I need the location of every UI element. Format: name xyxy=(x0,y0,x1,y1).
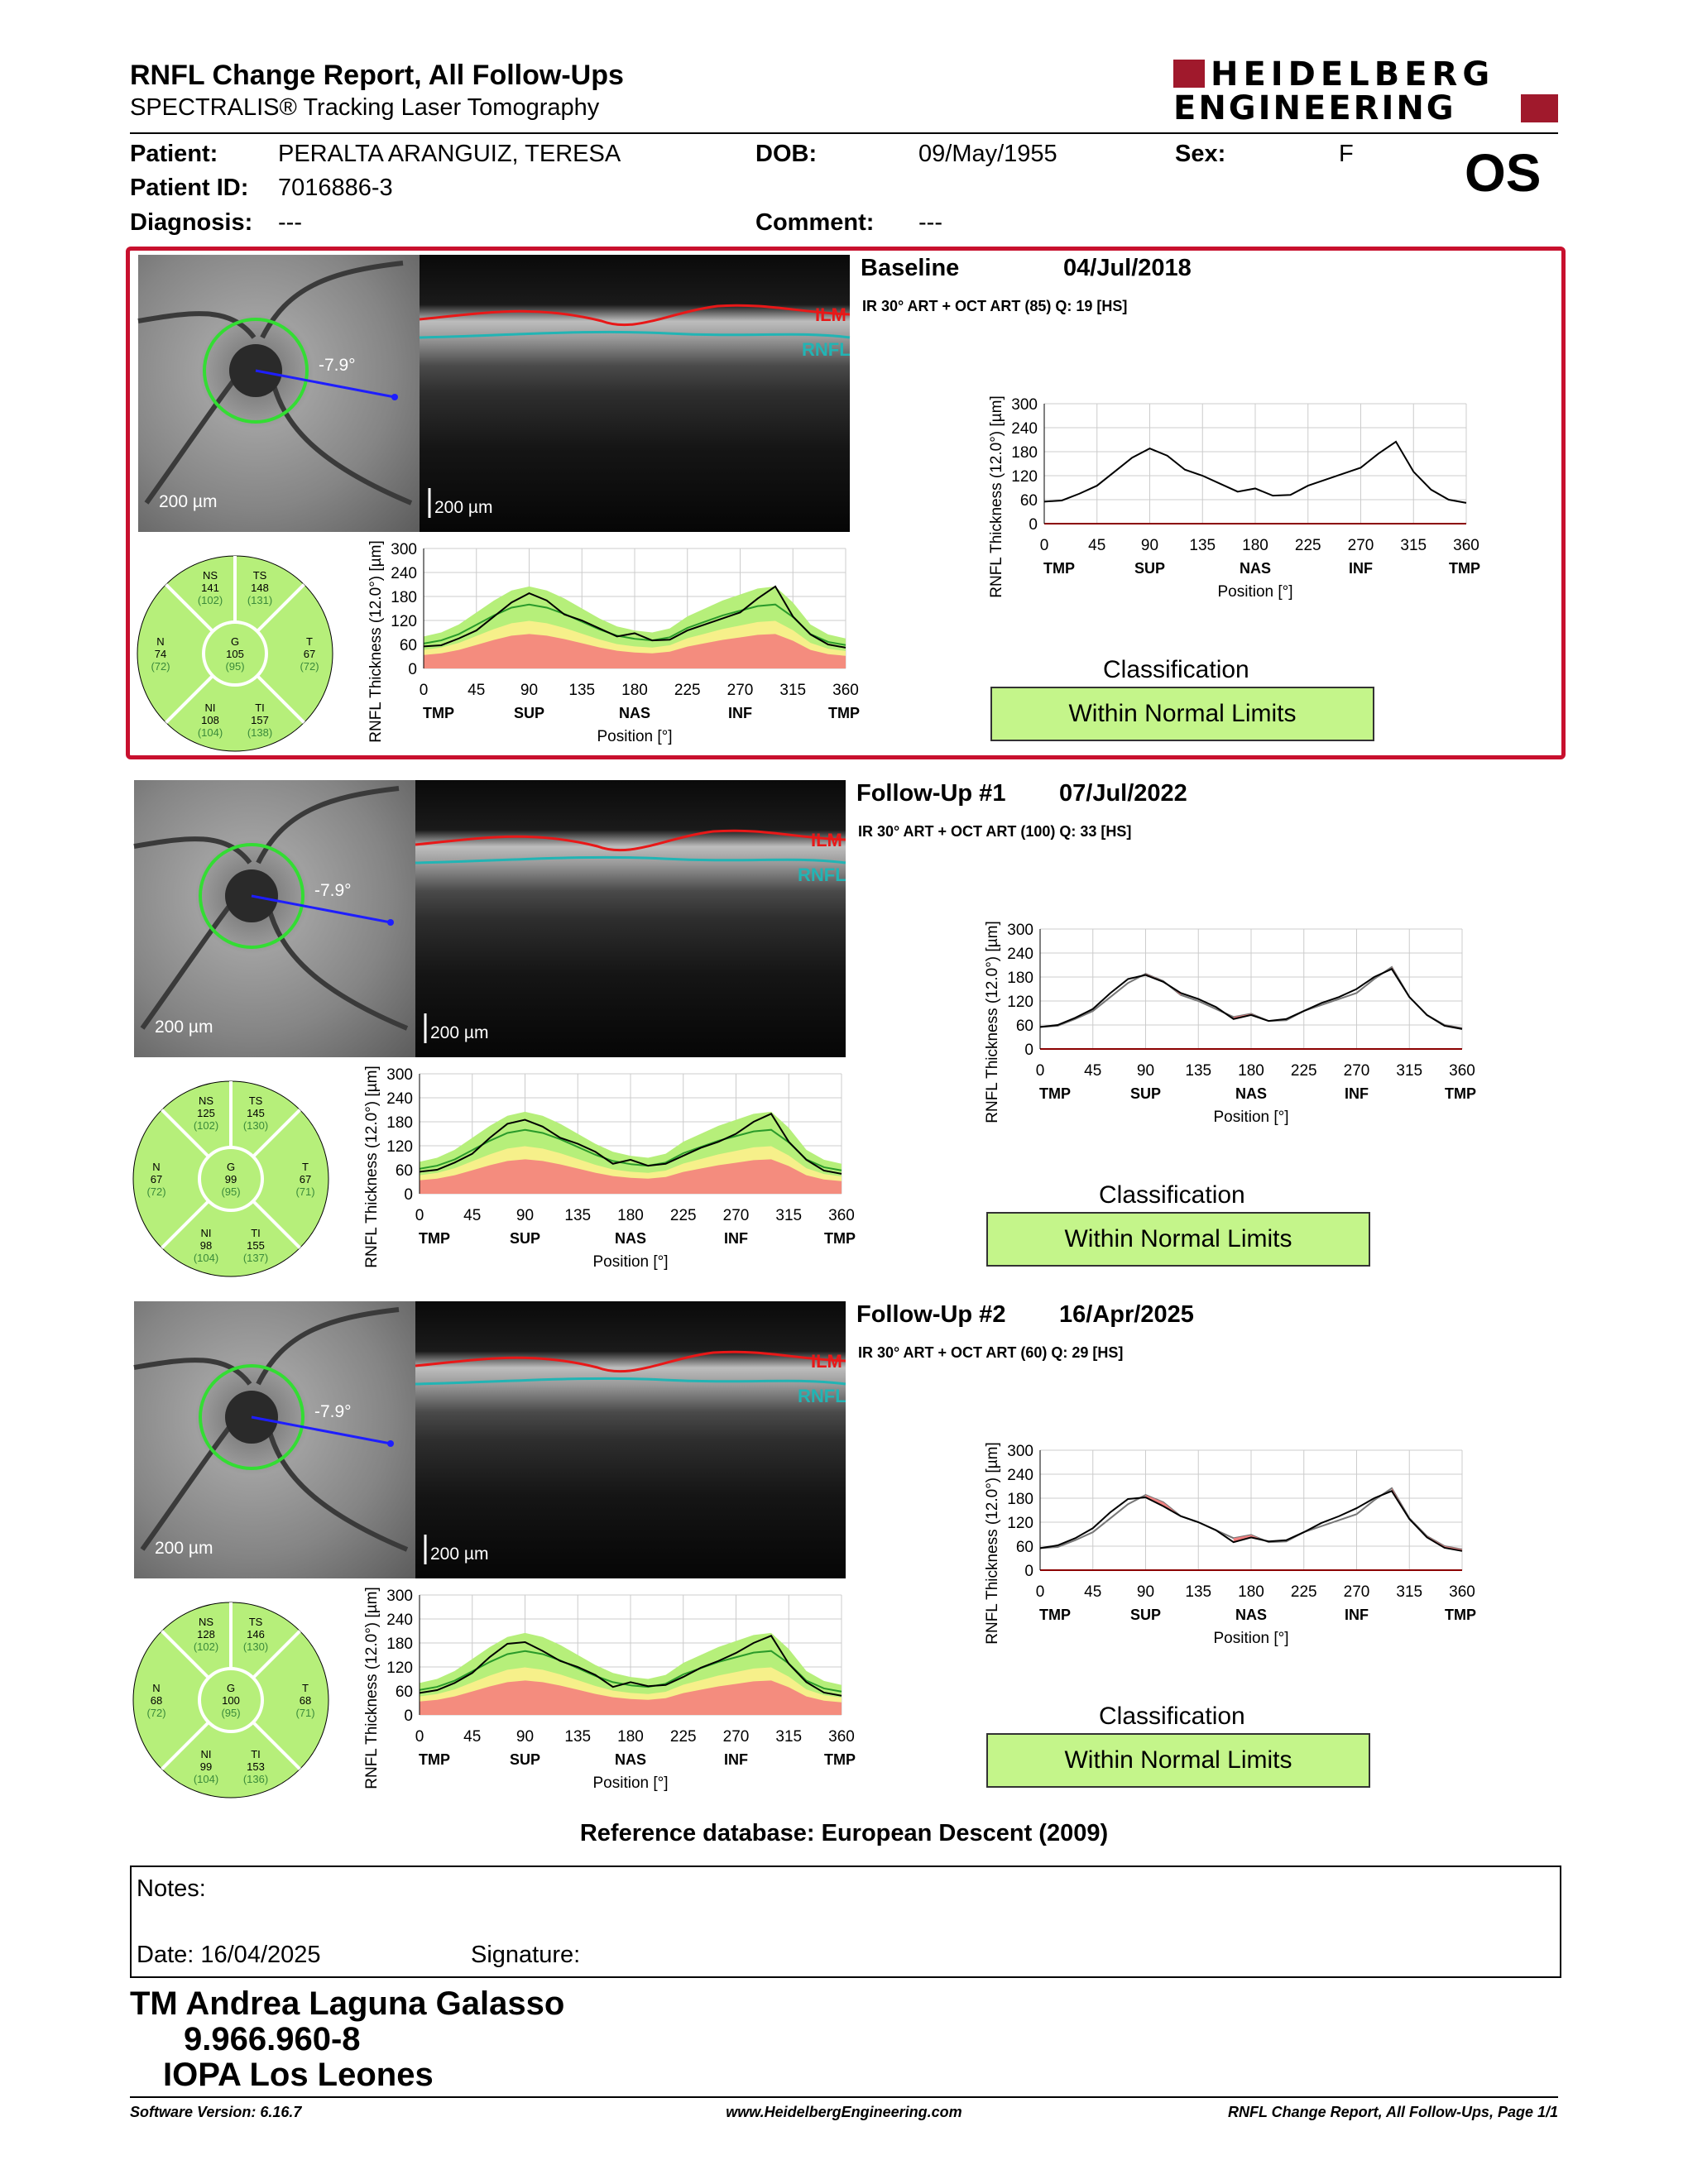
fundus-overlay xyxy=(134,1301,415,1578)
brand-line1: HEIDELBERG xyxy=(1211,55,1495,93)
x-tick-label: 0 xyxy=(1035,1062,1045,1080)
sector-ns-value: 141 xyxy=(201,582,219,594)
x-region-label: TMP xyxy=(1445,1607,1476,1623)
normative-thickness-chart xyxy=(337,540,860,764)
x-tick-label: 135 xyxy=(1185,1583,1212,1601)
y-tick-label: 120 xyxy=(1007,1515,1033,1532)
sex-label: Sex: xyxy=(1175,141,1226,167)
sector-ns-reference: (102) xyxy=(197,594,223,606)
comment-label: Comment: xyxy=(755,209,875,236)
exam-date: 07/Jul/2022 xyxy=(1059,780,1187,807)
sector-ti-label: TI xyxy=(251,1227,261,1239)
x-tick-label: 270 xyxy=(727,682,754,699)
sector-ni-label: NI xyxy=(200,1748,212,1760)
exam-panel-followup-1[interactable] xyxy=(126,776,1566,1289)
report-title: RNFL Change Report, All Follow-Ups xyxy=(130,60,624,91)
exam-scan-info: IR 30° ART + OCT ART (85) Q: 19 [HS] xyxy=(862,298,1128,314)
sector-ni-label: NI xyxy=(200,1227,212,1239)
sector-n-label: N xyxy=(156,635,165,648)
sector-ns-reference: (102) xyxy=(193,1640,219,1653)
x-tick-label: 135 xyxy=(1185,1062,1212,1080)
bscan-overlay xyxy=(420,255,850,532)
x-tick-label: 90 xyxy=(520,682,539,699)
x-tick-label: 315 xyxy=(775,1207,803,1224)
patient-id-label: Patient ID: xyxy=(130,175,249,201)
x-region-label: INF xyxy=(1345,1607,1369,1623)
sector-ts-reference: (131) xyxy=(247,594,273,606)
rnfl-line xyxy=(415,857,846,863)
x-axis-label: Position [°] xyxy=(1213,1630,1289,1647)
classification-result: Within Normal Limits xyxy=(986,1733,1370,1788)
fundus-overlay xyxy=(134,780,415,1057)
y-tick-label: 240 xyxy=(391,565,417,582)
x-tick-label: 45 xyxy=(463,1728,482,1746)
sector-ts-value: 146 xyxy=(247,1628,265,1640)
sector-ts-label: TS xyxy=(248,1094,263,1107)
sector-ns-value: 128 xyxy=(197,1628,215,1640)
y-tick-label: 180 xyxy=(1007,970,1033,987)
operator-name: TM Andrea Laguna Galasso xyxy=(130,1985,565,2022)
classification-label: Classification xyxy=(1099,1703,1245,1730)
sector-t-reference: (72) xyxy=(300,660,319,673)
sector-ti-reference: (138) xyxy=(247,726,273,739)
sector-ti-value: 153 xyxy=(247,1760,265,1773)
exam-date: 16/Apr/2025 xyxy=(1059,1301,1194,1328)
y-tick-label: 60 xyxy=(1015,1018,1033,1035)
classification-label: Classification xyxy=(1099,1181,1245,1209)
x-tick-label: 90 xyxy=(516,1207,535,1224)
fundus-scale-label: 200 µm xyxy=(159,492,218,511)
y-tick-label: 180 xyxy=(386,1114,413,1132)
sector-t-value: 68 xyxy=(299,1694,312,1707)
chart-grid xyxy=(1044,404,1466,524)
notes-box[interactable] xyxy=(130,1866,1561,1978)
oct-bscan-image xyxy=(415,780,846,1057)
x-tick-label: 315 xyxy=(1400,537,1427,554)
reference-database: Reference database: European Descent (2009) xyxy=(579,1820,1109,1846)
x-region-label: TMP xyxy=(419,1230,450,1247)
fundus-image xyxy=(138,255,420,532)
x-tick-label: 225 xyxy=(669,1207,697,1224)
comment-value: --- xyxy=(918,209,942,236)
x-region-label: NAS xyxy=(1235,1607,1268,1623)
sector-g-label: G xyxy=(226,1161,236,1173)
sector-ti-reference: (136) xyxy=(242,1773,269,1785)
sector-t-label: T xyxy=(306,635,313,648)
chart-grid xyxy=(1040,929,1462,1049)
ilm-line xyxy=(415,831,846,850)
x-tick-label: 180 xyxy=(1242,537,1268,554)
x-tick-label: 360 xyxy=(1453,537,1479,554)
sector-t-label: T xyxy=(302,1161,309,1173)
sector-chart-container xyxy=(130,1078,333,1281)
fundus-image xyxy=(134,780,415,1057)
bscan-overlay xyxy=(415,1301,846,1578)
x-region-label: TMP xyxy=(1445,1085,1476,1102)
x-tick-label: 0 xyxy=(415,1207,424,1224)
sector-g-reference: (95) xyxy=(225,660,245,673)
y-axis-label: RNFL Thickness (12.0°) [µm] xyxy=(988,395,1005,598)
notes-label: Notes: xyxy=(137,1875,206,1902)
oct-bscan-image xyxy=(420,255,850,532)
change-thickness-chart xyxy=(924,383,1480,615)
y-tick-label: 180 xyxy=(1007,1491,1033,1508)
x-region-label: TMP xyxy=(828,705,860,721)
fovea-marker xyxy=(387,919,394,926)
sector-g-value: 99 xyxy=(224,1173,237,1185)
sector-ns-label: NS xyxy=(202,569,218,582)
y-tick-label: 60 xyxy=(1019,492,1038,510)
change-thickness-chart xyxy=(920,908,1476,1140)
y-tick-label: 0 xyxy=(404,1186,413,1204)
y-tick-label: 300 xyxy=(1011,396,1038,414)
x-region-label: NAS xyxy=(614,1751,647,1768)
sector-chart-container xyxy=(130,1599,333,1802)
sector-ts-value: 148 xyxy=(251,582,269,594)
x-tick-label: 45 xyxy=(1084,1583,1102,1601)
sector-ti-label: TI xyxy=(251,1748,261,1760)
y-tick-label: 300 xyxy=(391,541,417,558)
x-tick-label: 180 xyxy=(1238,1062,1264,1080)
rnfl-line xyxy=(415,1378,846,1384)
x-tick-label: 360 xyxy=(1449,1062,1475,1080)
y-tick-label: 120 xyxy=(1011,468,1038,486)
sector-t-reference: (71) xyxy=(295,1185,315,1198)
x-tick-label: 315 xyxy=(779,682,807,699)
bscan-overlay xyxy=(415,780,846,1057)
dob-label: DOB: xyxy=(755,141,818,167)
x-tick-label: 315 xyxy=(1396,1583,1423,1601)
x-region-label: INF xyxy=(724,1751,748,1768)
x-region-label: NAS xyxy=(618,705,651,721)
normative-thickness-chart xyxy=(333,1066,856,1289)
patient-name: PERALTA ARANGUIZ, TERESA xyxy=(278,141,621,167)
x-tick-label: 0 xyxy=(1035,1583,1045,1601)
angle-label: -7.9° xyxy=(319,356,356,375)
sector-ti-reference: (137) xyxy=(242,1252,269,1264)
x-region-label: INF xyxy=(728,705,752,721)
sector-g-label: G xyxy=(226,1682,236,1694)
date-label: Date: 16/04/2025 xyxy=(137,1942,321,1968)
x-region-label: TMP xyxy=(423,705,454,721)
sector-n-reference: (72) xyxy=(146,1185,166,1198)
x-axis-label: Position [°] xyxy=(592,1253,669,1271)
sector-n-value: 67 xyxy=(150,1173,163,1185)
x-axis-label: Position [°] xyxy=(1217,583,1293,601)
x-region-label: INF xyxy=(1349,560,1373,577)
report-subtitle: SPECTRALIS® Tracking Laser Tomography xyxy=(130,94,600,121)
y-tick-label: 0 xyxy=(1024,1563,1033,1580)
website: www.HeidelbergEngineering.com xyxy=(726,2104,962,2120)
sector-ni-value: 99 xyxy=(199,1760,213,1773)
sector-ts-reference: (130) xyxy=(242,1640,269,1653)
x-tick-label: 0 xyxy=(1039,537,1049,554)
sector-g-reference: (95) xyxy=(221,1707,241,1719)
exam-scan-info: IR 30° ART + OCT ART (60) Q: 29 [HS] xyxy=(858,1344,1124,1361)
x-region-label: NAS xyxy=(1235,1085,1268,1102)
x-tick-label: 45 xyxy=(1088,537,1106,554)
sector-g-reference: (95) xyxy=(221,1185,241,1198)
exam-date: 04/Jul/2018 xyxy=(1063,255,1192,281)
y-tick-label: 120 xyxy=(386,1138,413,1156)
x-region-label: TMP xyxy=(1043,560,1075,577)
classification-result: Within Normal Limits xyxy=(990,687,1374,741)
sector-ts-value: 145 xyxy=(247,1107,265,1119)
x-tick-label: 225 xyxy=(674,682,701,699)
bscan-scale-label: 200 µm xyxy=(430,1023,489,1042)
sector-n-reference: (72) xyxy=(146,1707,166,1719)
sex-value: F xyxy=(1339,141,1354,167)
x-region-label: TMP xyxy=(824,1751,856,1768)
sector-chart xyxy=(130,1078,333,1281)
change-thickness-chart xyxy=(920,1430,1476,1661)
y-tick-label: 300 xyxy=(1007,922,1033,939)
y-tick-label: 120 xyxy=(386,1660,413,1677)
sector-ni-label: NI xyxy=(204,702,216,714)
x-region-label: SUP xyxy=(509,1751,541,1768)
sector-t-value: 67 xyxy=(299,1173,312,1185)
x-region-label: TMP xyxy=(1449,560,1480,577)
classification-label: Classification xyxy=(1103,656,1249,683)
oct-bscan-image xyxy=(415,1301,846,1578)
sector-ti-label: TI xyxy=(255,702,265,714)
y-tick-label: 60 xyxy=(399,637,417,654)
x-tick-label: 225 xyxy=(1290,1062,1317,1080)
angle-label: -7.9° xyxy=(314,1402,352,1421)
x-tick-label: 270 xyxy=(722,1728,750,1746)
fovea-marker xyxy=(391,394,398,400)
diagnosis-value: --- xyxy=(278,209,302,236)
classification-result: Within Normal Limits xyxy=(986,1212,1370,1267)
y-axis-label: RNFL Thickness (12.0°) [µm] xyxy=(363,1066,381,1268)
fundus-scale-label: 200 µm xyxy=(155,1539,213,1558)
signature-label: Signature: xyxy=(471,1942,581,1968)
x-region-label: INF xyxy=(724,1230,748,1247)
sector-ni-reference: (104) xyxy=(197,726,223,739)
y-tick-label: 240 xyxy=(1007,1467,1033,1484)
x-tick-label: 90 xyxy=(1136,1583,1155,1601)
x-tick-label: 180 xyxy=(621,682,648,699)
y-tick-label: 240 xyxy=(386,1090,413,1108)
y-tick-label: 240 xyxy=(1007,946,1033,963)
sector-ns-label: NS xyxy=(198,1616,214,1628)
x-axis-label: Position [°] xyxy=(1213,1109,1289,1126)
ilm-line xyxy=(420,305,850,325)
x-tick-label: 180 xyxy=(1238,1583,1264,1601)
sector-n-value: 74 xyxy=(154,648,167,660)
sector-t-value: 67 xyxy=(303,648,316,660)
x-tick-label: 90 xyxy=(1140,537,1159,554)
y-tick-label: 120 xyxy=(391,613,417,630)
operator-site: IOPA Los Leones xyxy=(163,2057,434,2093)
patient-id: 7016886-3 xyxy=(278,175,393,201)
x-region-label: SUP xyxy=(1129,1607,1162,1623)
eye-label: OS xyxy=(1465,143,1542,203)
ilm-line xyxy=(415,1352,846,1372)
x-region-label: SUP xyxy=(509,1230,541,1247)
sector-g-value: 105 xyxy=(226,648,244,660)
x-tick-label: 45 xyxy=(1084,1062,1102,1080)
rnfl-label: RNFL xyxy=(802,339,851,360)
x-tick-label: 0 xyxy=(415,1728,424,1746)
x-tick-label: 225 xyxy=(669,1728,697,1746)
sector-n-reference: (72) xyxy=(151,660,170,673)
x-tick-label: 0 xyxy=(419,682,429,699)
sector-ns-label: NS xyxy=(198,1094,214,1107)
x-region-label: TMP xyxy=(419,1751,450,1768)
x-tick-label: 360 xyxy=(828,1728,855,1746)
fundus-image xyxy=(134,1301,415,1578)
exam-panel-followup-2[interactable] xyxy=(126,1297,1566,1810)
y-tick-label: 240 xyxy=(1011,420,1038,438)
rnfl-label: RNFL xyxy=(798,864,846,885)
x-region-label: TMP xyxy=(824,1230,856,1247)
x-tick-label: 90 xyxy=(1136,1062,1155,1080)
sector-ti-value: 155 xyxy=(247,1239,265,1252)
sector-ts-label: TS xyxy=(252,569,267,582)
ilm-label: ILM xyxy=(815,304,846,325)
y-tick-label: 0 xyxy=(1024,1042,1033,1059)
sector-ni-reference: (104) xyxy=(193,1252,219,1264)
y-tick-label: 0 xyxy=(404,1707,413,1725)
y-tick-label: 300 xyxy=(386,1066,413,1084)
sector-ts-reference: (130) xyxy=(242,1119,269,1132)
sector-ni-reference: (104) xyxy=(193,1773,219,1785)
y-tick-label: 240 xyxy=(386,1612,413,1629)
y-tick-label: 180 xyxy=(391,589,417,606)
exam-scan-info: IR 30° ART + OCT ART (100) Q: 33 [HS] xyxy=(858,823,1132,840)
sector-g-value: 100 xyxy=(222,1694,240,1707)
bscan-scale-label: 200 µm xyxy=(430,1545,489,1564)
x-axis-label: Position [°] xyxy=(597,728,673,745)
y-axis-label: RNFL Thickness (12.0°) [µm] xyxy=(984,1442,1001,1645)
sector-t-label: T xyxy=(302,1682,309,1694)
y-axis-label: RNFL Thickness (12.0°) [µm] xyxy=(363,1587,381,1789)
sector-ns-value: 125 xyxy=(197,1107,215,1119)
y-axis-label: RNFL Thickness (12.0°) [µm] xyxy=(984,921,1001,1123)
y-tick-label: 0 xyxy=(1029,516,1038,534)
sector-ni-value: 98 xyxy=(199,1239,213,1252)
exam-title: Baseline xyxy=(861,255,960,281)
fundus-scale-label: 200 µm xyxy=(155,1018,213,1037)
exam-title: Follow-Up #2 xyxy=(856,1301,1006,1328)
y-tick-label: 0 xyxy=(408,661,417,678)
y-tick-label: 180 xyxy=(386,1636,413,1653)
x-tick-label: 45 xyxy=(468,682,486,699)
rnfl-line xyxy=(420,332,850,338)
sector-chart xyxy=(134,553,337,755)
y-tick-label: 60 xyxy=(395,1162,413,1180)
bscan-scale-label: 200 µm xyxy=(434,498,493,517)
ilm-label: ILM xyxy=(811,1351,842,1372)
x-tick-label: 135 xyxy=(568,682,596,699)
x-tick-label: 90 xyxy=(516,1728,535,1746)
sector-chart-container xyxy=(134,553,337,755)
x-region-label: NAS xyxy=(614,1230,647,1247)
x-tick-label: 225 xyxy=(1290,1583,1317,1601)
dob-value: 09/May/1955 xyxy=(918,141,1057,167)
x-tick-label: 270 xyxy=(1343,1062,1370,1080)
brand-line2: ENGINEERING xyxy=(1173,89,1456,127)
exam-title: Follow-Up #1 xyxy=(856,780,1006,807)
x-region-label: SUP xyxy=(1134,560,1166,577)
patient-label: Patient: xyxy=(130,141,218,167)
x-tick-label: 135 xyxy=(564,1728,592,1746)
x-tick-label: 180 xyxy=(617,1728,644,1746)
normative-thickness-chart xyxy=(333,1587,856,1810)
sector-t-reference: (71) xyxy=(295,1707,315,1719)
x-region-label: SUP xyxy=(513,705,545,721)
fundus-overlay xyxy=(138,255,420,532)
x-tick-label: 360 xyxy=(828,1207,855,1224)
rnfl-label: RNFL xyxy=(798,1386,846,1406)
exam-panel-baseline[interactable] xyxy=(126,247,1566,759)
page-number: RNFL Change Report, All Follow-Ups, Page 1/1 xyxy=(1227,2104,1558,2120)
sector-n-label: N xyxy=(152,1161,161,1173)
sector-g-label: G xyxy=(230,635,240,648)
sector-ti-value: 157 xyxy=(251,714,269,726)
x-tick-label: 315 xyxy=(1396,1062,1423,1080)
sector-ns-reference: (102) xyxy=(193,1119,219,1132)
y-tick-label: 120 xyxy=(1007,994,1033,1011)
diagnosis-label: Diagnosis: xyxy=(130,209,253,236)
x-tick-label: 45 xyxy=(463,1207,482,1224)
x-tick-label: 315 xyxy=(775,1728,803,1746)
y-tick-label: 60 xyxy=(395,1684,413,1701)
x-region-label: INF xyxy=(1345,1085,1369,1102)
operator-id: 9.966.960-8 xyxy=(184,2021,361,2057)
x-tick-label: 135 xyxy=(564,1207,592,1224)
ilm-label: ILM xyxy=(811,830,842,850)
sector-chart xyxy=(130,1599,333,1802)
x-tick-label: 225 xyxy=(1294,537,1321,554)
x-tick-label: 360 xyxy=(832,682,859,699)
x-tick-label: 135 xyxy=(1189,537,1216,554)
sector-n-label: N xyxy=(152,1682,161,1694)
sector-ts-label: TS xyxy=(248,1616,263,1628)
x-region-label: TMP xyxy=(1039,1607,1071,1623)
x-tick-label: 270 xyxy=(1347,537,1374,554)
angle-label: -7.9° xyxy=(314,881,352,900)
x-region-label: NAS xyxy=(1239,560,1272,577)
fovea-marker xyxy=(387,1440,394,1447)
sector-ni-value: 108 xyxy=(201,714,219,726)
x-region-label: SUP xyxy=(1129,1085,1162,1102)
y-axis-label: RNFL Thickness (12.0°) [µm] xyxy=(367,540,385,743)
brand-logo xyxy=(1173,55,1562,128)
x-tick-label: 270 xyxy=(722,1207,750,1224)
x-tick-label: 360 xyxy=(1449,1583,1475,1601)
x-tick-label: 270 xyxy=(1343,1583,1370,1601)
x-tick-label: 180 xyxy=(617,1207,644,1224)
x-region-label: TMP xyxy=(1039,1085,1071,1102)
y-tick-label: 300 xyxy=(1007,1443,1033,1460)
x-axis-label: Position [°] xyxy=(592,1774,669,1792)
software-version: Software Version: 6.16.7 xyxy=(130,2104,302,2120)
chart-grid xyxy=(1040,1450,1462,1570)
y-tick-label: 180 xyxy=(1011,444,1038,462)
y-tick-label: 300 xyxy=(386,1588,413,1605)
y-tick-label: 60 xyxy=(1015,1539,1033,1556)
sector-n-value: 68 xyxy=(150,1694,163,1707)
